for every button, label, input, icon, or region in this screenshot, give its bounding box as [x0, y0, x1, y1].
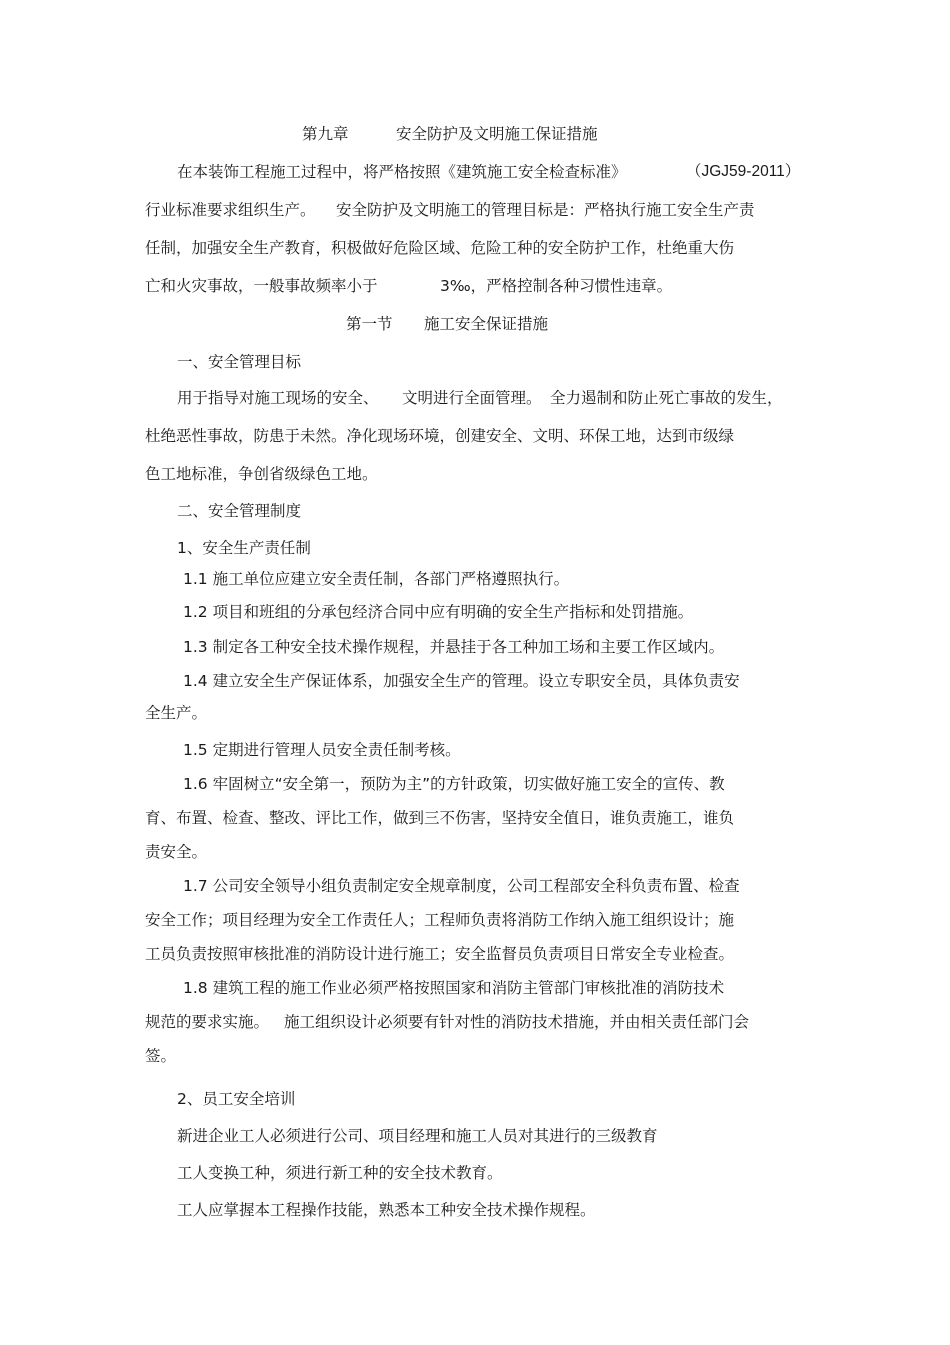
part1-line-1c: 全力遏制和防止死亡事故的发生，: [550, 389, 783, 407]
item-1-1: 1.1 施工单位应建立安全责任制，各部门严格遵照执行。: [183, 570, 570, 588]
item-1-7-line-1: 1.7 公司安全领导小组负责制定安全规章制度，公司工程部安全科负责布置、检查: [183, 877, 740, 895]
item-1-6-line-2: 育、布置、检查、整改、评比工作，做到三不伤害，坚持安全值日，谁负责施工，谁负: [145, 809, 735, 827]
intro-line-1: 在本装饰工程施工过程中，将严格按照《建筑施工安全检查标准》: [177, 163, 627, 181]
intro-line-2a: 行业标准要求组织生产。: [145, 201, 316, 219]
item-1-6-line-1: 1.6 牢固树立“安全第一，预防为主”的方针政策，切实做好施工安全的宣传、教: [183, 775, 725, 793]
item-1-2: 1.2 项目和班组的分承包经济合同中应有明确的安全生产指标和处罚措施。: [183, 603, 694, 621]
part1-line-3: 色工地标准，争创省级绿色工地。: [145, 465, 378, 483]
item-1-4-line-1: 1.4 建立安全生产保证体系，加强安全生产的管理。设立专职安全员，具体负责安: [183, 672, 740, 690]
item-1-8-line-3: 签。: [145, 1047, 177, 1065]
item-1-7-line-3: 工员负责按照审核批准的消防设计进行施工；安全监督员负责项目日常安全专业检查。: [145, 945, 735, 963]
training-item-2: 工人变换工种，须进行新工种的安全技术教育。: [177, 1164, 503, 1182]
item-1-5: 1.5 定期进行管理人员安全责任制考核。: [183, 741, 461, 759]
item-1-8-line-2a: 规范的要求实施。: [145, 1013, 270, 1031]
item-1-8-line-1: 1.8 建筑工程的施工作业必须严格按照国家和消防主管部门审核批准的消防技术: [183, 979, 725, 997]
item-1-7-line-2: 安全工作；项目经理为安全工作责任人；工程师负责将消防工作纳入施工组织设计；施: [145, 911, 735, 929]
standard-code: （JGJ59-2011）: [686, 163, 801, 180]
item-1-3: 1.3 制定各工种安全技术操作规程，并悬挂于各工种加工场和主要工作区域内。: [183, 638, 725, 656]
subsection-2-heading: 2、员工安全培训: [177, 1090, 296, 1108]
subsection-1-heading: 1、安全生产责任制: [177, 539, 311, 557]
intro-line-4a: 亡和火灾事故，一般事故频率小于: [145, 277, 378, 295]
chapter-number: 第九章: [302, 125, 349, 143]
chapter-title: 安全防护及文明施工保证措施: [396, 125, 598, 143]
part1-line-1b: 文明进行全面管理。: [402, 389, 542, 407]
item-1-4-line-2: 全生产。: [145, 704, 208, 722]
item-1-6-line-3: 责安全。: [145, 843, 208, 861]
item-1-8-line-2b: 施工组织设计必须要有针对性的消防技术措施，并由相关责任部门会: [284, 1013, 750, 1031]
intro-line-2b: 安全防护及文明施工的管理目标是：严格执行施工安全生产责: [336, 201, 755, 219]
part1-line-2: 杜绝恶性事故，防患于未然。净化现场环境，创建安全、文明、环保工地，达到市级绿: [145, 427, 735, 445]
intro-line-4b: 3‰，严格控制各种习惯性违章。: [440, 277, 673, 295]
section-title: 施工安全保证措施: [424, 315, 549, 333]
training-item-3: 工人应掌握本工程操作技能，熟悉本工种安全技术操作规程。: [177, 1201, 596, 1219]
training-item-1: 新进企业工人必须进行公司、项目经理和施工人员对其进行的三级教育: [177, 1127, 658, 1145]
part1-heading: 一、安全管理目标: [177, 353, 302, 371]
part1-line-1a: 用于指导对施工现场的安全、: [177, 389, 379, 407]
intro-line-3: 任制，加强安全生产教育，积极做好危险区域、危险工种的安全防护工作，杜绝重大伤: [145, 239, 735, 257]
part2-heading: 二、安全管理制度: [177, 502, 302, 520]
section-number: 第一节: [346, 315, 393, 333]
